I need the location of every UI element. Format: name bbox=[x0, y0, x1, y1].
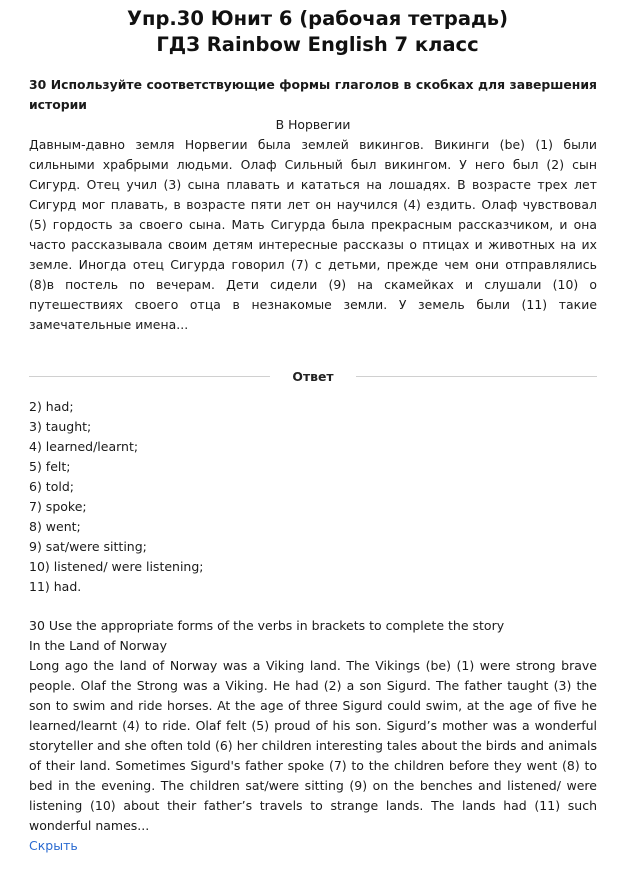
story-text: Давным-давно земля Норвегии была землей викингов. Викинги (be) (1) были сильными храбрыми людьми. Олаф Сильный был викингом. У него был (2) сын Сигурд. Отец учил (3) сына плавать и кататься на лошадях. В возрасте трех лет Сигурд мог плавать, в возрасте пяти лет он научился (4) ездить. Олаф чувствовал (5) гордость за своего сына. Мать Сигурда была прекрасным рассказчиком, и она часто рассказывала своим детям интересные рассказы о птицах и животных на их земле. Иногда отец Сигурда говорил (7) с детьми, прежде чем они отправлялись (8)в постель по вечерам. Дети сидели (9) на скамейках и слушали (10) о путешествиях своего отца в незнакомые земли. У земель были (11) такие замечательные имена... bbox=[29, 137, 597, 332]
answer-list bbox=[29, 397, 597, 597]
page-title-line2: ГДЗ Rainbow English 7 класс bbox=[156, 33, 479, 56]
answer-item: 5) felt; bbox=[29, 459, 71, 474]
answer-divider bbox=[29, 366, 597, 386]
answer-item: 8) went; bbox=[29, 519, 81, 534]
answer-label: Ответ bbox=[292, 368, 334, 384]
divider-line-left bbox=[29, 376, 270, 377]
task-heading: 30 Используйте соответствующие формы глаголов в скобках для завершения истории bbox=[29, 77, 597, 112]
story-title: В Норвегии bbox=[275, 117, 351, 132]
english-translation bbox=[29, 616, 597, 836]
english-story-title: In the Land of Norway bbox=[29, 638, 167, 653]
page-title bbox=[0, 0, 635, 58]
divider-line-right bbox=[356, 376, 597, 377]
answer-item: 7) spoke; bbox=[29, 499, 87, 514]
task-block bbox=[29, 75, 597, 335]
english-heading: 30 Use the appropriate forms of the verbs in brackets to complete the story bbox=[29, 618, 505, 633]
answer-item: 2) had; bbox=[29, 399, 74, 414]
english-story-text: Long ago the land of Norway was a Viking land. The Vikings (be) (1) were strong brave people. Olaf the Strong was a Viking. He had (2) a son Sigurd. The father taught (3) the son to swim and ride horses. At the age of three Sigurd could swim, at the age of five he learned/learnt (4) to ride. Olaf felt (5) proud of his son. Sigurd’s mother was a wonderful storyteller and she often told (6) her children interesting tales about the birds and animals of their land. Sometimes Sigurd's father spoke (7) to the children before they went (8) to bed in the evening. The children sat/were sitting (9) on the benches and listened/ were listening (10) about their father’s travels to strange lands. The lands had (11) such wonderful names... bbox=[29, 658, 597, 833]
page-title-line1: Упр.30 Юнит 6 (рабочая тетрадь) bbox=[126, 7, 509, 30]
answer-item: 9) sat/were sitting; bbox=[29, 539, 147, 554]
answer-item: 3) taught; bbox=[29, 419, 92, 434]
hide-link[interactable]: Скрыть bbox=[29, 838, 78, 853]
answer-item: 4) learned/learnt; bbox=[29, 439, 139, 454]
answer-item: 6) told; bbox=[29, 479, 74, 494]
answer-item: 11) had. bbox=[29, 579, 82, 594]
answer-item: 10) listened/ were listening; bbox=[29, 559, 204, 574]
